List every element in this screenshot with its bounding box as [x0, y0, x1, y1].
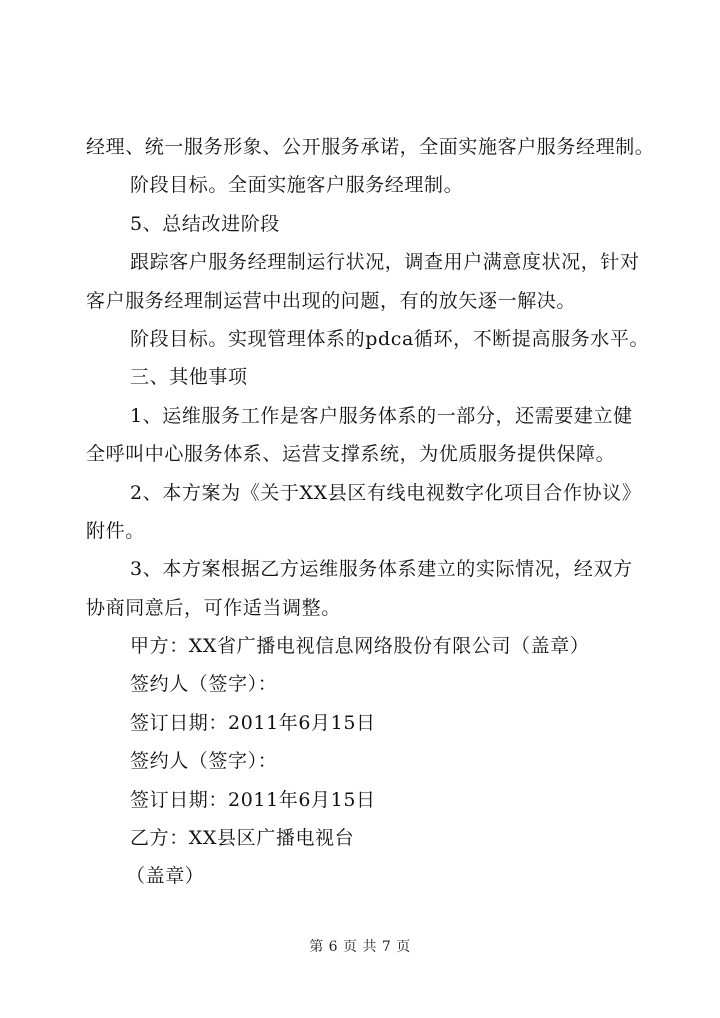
paragraph-line: 协商同意后，可作适当调整。 — [86, 596, 341, 619]
party-b-line: 乙方：XX县区广播电视台 — [130, 827, 355, 850]
paragraph-line: 阶段目标。全面实施客户服务经理制。 — [130, 174, 464, 197]
signatory-line: 签约人（签字）： — [130, 673, 278, 696]
signing-date-line: 签订日期：2011年6月15日 — [130, 788, 376, 811]
paragraph-line: 客户服务经理制运营中出现的问题，有的放矢逐一解决。 — [86, 289, 577, 312]
signatory-line: 签约人（签字）： — [130, 750, 278, 773]
paragraph-line: 2、本方案为《关于XX县区有线电视数字化项目合作协议》 — [130, 481, 642, 504]
seal-line: （盖章） — [126, 865, 205, 888]
party-a-line: 甲方：XX省广播电视信息网络股份有限公司（盖章） — [130, 635, 590, 658]
paragraph-line: 3、本方案根据乙方运维服务体系建立的实际情况，经双方 — [130, 558, 633, 581]
paragraph-line: 附件。 — [86, 519, 145, 542]
section-heading: 三、其他事项 — [130, 366, 248, 389]
section-heading: 5、总结改进阶段 — [130, 212, 280, 235]
paragraph-line: 经理、统一服务形象、公开服务承诺，全面实施客户服务经理制。 — [86, 136, 655, 158]
paragraph-line: 全呼叫中心服务体系、运营支撑系统，为优质服务提供保障。 — [86, 443, 616, 466]
paragraph-line: 阶段目标。实现管理体系的pdca循环，不断提高服务水平。 — [130, 327, 650, 350]
paragraph-line: 跟踪客户服务经理制运行状况，调查用户满意度状况，针对 — [130, 251, 640, 274]
signing-date-line: 签订日期：2011年6月15日 — [130, 711, 376, 734]
page-number: 第 6 页 共 7 页 — [309, 939, 411, 955]
document-body — [86, 128, 655, 896]
paragraph-line: 1、运维服务工作是客户服务体系的一部分，还需要建立健 — [130, 404, 633, 427]
